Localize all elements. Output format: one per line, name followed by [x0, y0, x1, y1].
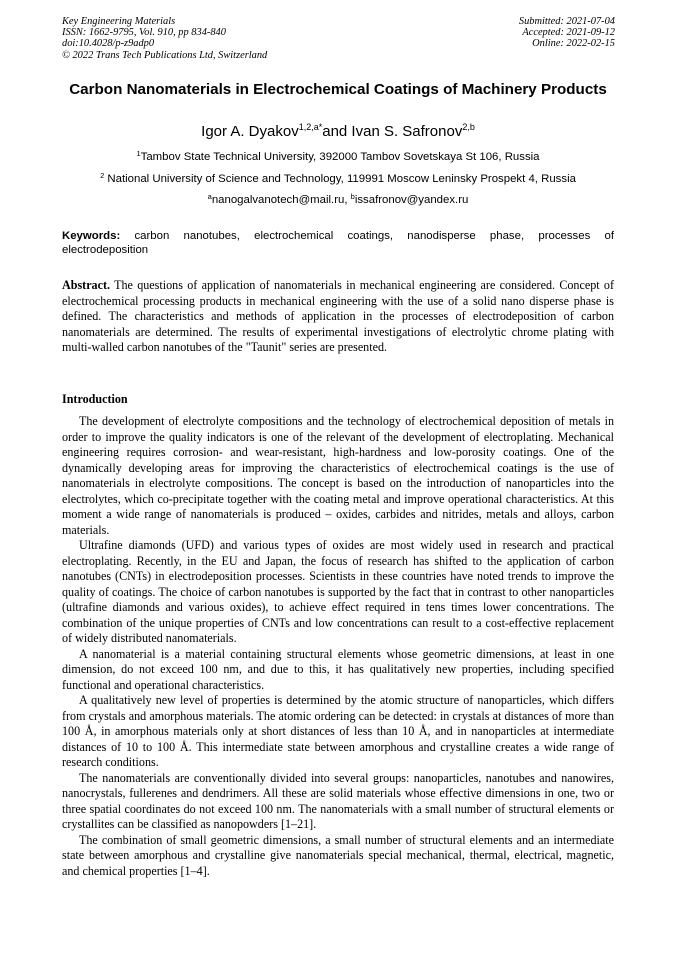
introduction-heading: Introduction — [62, 392, 128, 406]
author-2-superscript: 2,b — [462, 122, 475, 132]
journal-info — [62, 16, 267, 61]
keywords-text: carbon nanotubes, electrochemical coatings, nanodisperse phase, processes of electrodeposition — [62, 230, 614, 256]
affiliation-1-mark: 1 — [136, 149, 141, 158]
author-line — [62, 123, 614, 141]
affiliation-2 — [62, 172, 614, 186]
introduction-body — [62, 414, 614, 879]
email-a-link[interactable]: nanogalvanotech@mail.ru, — [211, 194, 351, 206]
keywords-block — [62, 229, 614, 257]
issn-volume: ISSN: 1662-9795, Vol. 910, pp 834-840 — [62, 27, 226, 39]
journal-name: Key Engineering Materials — [62, 16, 176, 27]
abstract-block — [62, 278, 614, 356]
submitted-date: Submitted: 2021-07-04 — [518, 16, 615, 27]
body-paragraph: A qualitatively new level of properties is determined by the atomic structure of nanoparticles, which differs from crystals and amorphous materials. The atomic ordering can be detected: in crystals at distances of more than 100 Å, in amorphous materials only at short distances of less than 10 Å, and in nanoparticles at intermediate distances of 10 to 100 Å. This intermediate state between amorphous and crystalline creates a wide range of research conditions. — [62, 693, 614, 769]
body-paragraph: The development of electrolyte compositions and the technology of electrochemical deposition of metals in order to improve the quality indicators is one of the relevant of the development of electroplating. Mechanical engineering requires corrosion- and wear-resistant, high-hardness and low-porosity coatings. One of the dynamically developing areas for improving the characteristics of electrochemical coatings is the use of nanomaterials in electrolyte compositions. The concept is based on the introduction of nanoparticles into the electrolytes, which co-precipitate together with the coating metal and improve operational characteristics. At this moment a wide range of nanomaterials is produced – oxides, carbides and nitrides, metals and alloys, carbon materials. — [62, 414, 614, 537]
abstract-label: Abstract. — [62, 278, 111, 292]
body-paragraph: The combination of small geometric dimensions, a small number of structural elements and an intermediate state between amorphous and crystalline give nanomaterials special mechanical, thermal, electrical, magnetic, and chemical properties [1–4]. — [62, 832, 614, 878]
online-date: Online: 2022-02-15 — [532, 38, 615, 50]
author-1-superscript: 1,2,a* — [298, 122, 323, 132]
accepted-date: Accepted: 2021-09-12 — [522, 27, 615, 39]
affiliation-1 — [62, 150, 614, 164]
author-2-name: and Ivan S. Safronov — [322, 123, 463, 140]
doi-link[interactable]: doi:10.4028/p-z9adp0 — [62, 38, 155, 50]
affiliation-1-text: Tambov State Technical University, 392000 Tambov Sovetskaya St 106, Russia — [140, 151, 540, 163]
affiliation-2-text: National University of Science and Technology, 119991 Moscow Leninsky Prospekt 4, Russia — [104, 173, 576, 185]
author-1-name: Igor A. Dyakov — [201, 123, 299, 140]
copyright: © 2022 Trans Tech Publications Ltd, Switzerland — [62, 49, 268, 61]
email-a-mark: a — [207, 192, 212, 201]
body-paragraph: The nanomaterials are conventionally divided into several groups: nanoparticles, nanotubes and nanowires, nanocrystals, fullerenes and dendrimers. All these are solid materials whose effective dimensions in one, two or three spatial coordinates do not exceed 100 nm. The nanomaterials with a small number of structural elements or crystallites can be classified as nanopowders [1–21]. — [62, 770, 614, 831]
author-emails — [62, 193, 614, 207]
paper-title: Carbon Nanomaterials in Electrochemical Coatings of Machinery Products — [69, 81, 607, 98]
email-b-link[interactable]: issafronov@yandex.ru — [354, 194, 469, 206]
keywords-label: Keywords: — [62, 230, 121, 242]
abstract-text: The questions of application of nanomaterials in mechanical engineering are considered. Concept of electrochemical processing products in mechanical engineering with the use of a solid nano disperse phase is defined. The characteristics and methods of application in the processes of electrodeposition of carbon nanomaterials are determined. The results of experimental investigations of electrolytic chrome plating with multi-walled carbon nanotubes of the "Taunit" series are presented. — [62, 278, 614, 354]
body-paragraph: Ultrafine diamonds (UFD) and various types of oxides are most widely used in research and practical electroplating. Recently, in the EU and Japan, the focus of research has shifted to the application of carbon nanotubes (CNTs) in electrodeposition processes. Scientists in these countries have noted trends to improve the quality of coatings. The choice of carbon nanotubes is supported by the fact that in contrast to other nanoparticles (ultrafine diamonds and various oxides), to achieve effect required in tens times lower concentrations. The combination of the unique properties of CNTs and low concentrations can result to a cost-effective replacement of widely distributed nanomaterials. — [62, 538, 614, 645]
email-b-mark: b — [350, 192, 355, 201]
affiliation-2-mark: 2 — [100, 171, 105, 180]
body-paragraph: A nanomaterial is a material containing structural elements whose geometric dimensions, at least in one dimension, do not exceed 100 nm, and due to this, it has qualitatively new properties, including specified functional and operational characteristics. — [62, 646, 614, 692]
submission-dates — [519, 16, 615, 50]
